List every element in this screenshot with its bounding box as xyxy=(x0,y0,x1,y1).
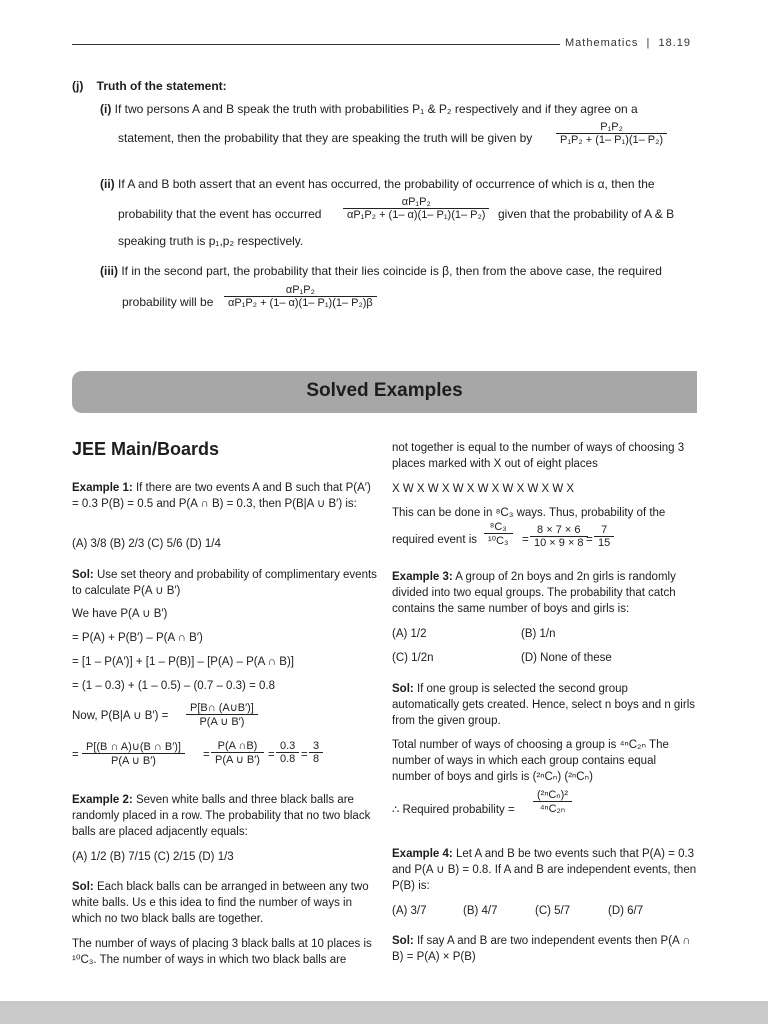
example-text: A group of 2n boys and 2n girls is randomly divided into two equal groups. The probability that catch contains the same number of boys and girls is: xyxy=(392,571,676,615)
fraction-numerator: αP₁P₂ xyxy=(285,284,315,296)
header-subject: Mathematics xyxy=(565,37,639,49)
fraction-numerator: P₁P₂ xyxy=(600,121,623,133)
sol1-fraction-3 xyxy=(211,740,264,766)
sol1-fraction-2 xyxy=(82,740,185,767)
sol1-fraction-4 xyxy=(276,740,299,765)
solution-text: Each black balls can be arranged in between any two white balls. Us e this idea to find the number of ways in which no two black balls are together. xyxy=(72,881,369,925)
example-3-option-d: (D) None of these xyxy=(521,652,612,664)
example-1-options: (A) 3/8 (B) 2/3 (C) 5/6 (D) 1/4 xyxy=(72,538,221,550)
example-label: Example 1: xyxy=(72,482,133,494)
item-label: (i) xyxy=(100,102,112,116)
fraction-denominator: P(A ∪ B′) xyxy=(186,714,258,728)
example-4-option-b: (B) 4/7 xyxy=(463,905,498,917)
truth-ii-fraction xyxy=(343,196,489,221)
ways-text: This can be done in ⁸C₃ ways. Thus, probability of the xyxy=(392,507,666,519)
item-label: (ii) xyxy=(100,177,115,191)
example-4-option-d: (D) 6/7 xyxy=(608,905,644,917)
fraction-denominator: 0.8 xyxy=(276,752,299,765)
example-label: Example 4: xyxy=(392,848,453,860)
example-4 xyxy=(392,846,697,894)
solution-label: Sol: xyxy=(392,683,414,695)
truth-ii-line2b: given that the probability of A & B xyxy=(498,207,675,221)
item-label: (iii) xyxy=(100,264,118,278)
example-label: Example 3: xyxy=(392,571,453,583)
fraction-numerator: 7 xyxy=(601,524,608,536)
item-text: If in the second part, the probability that their lies coincide is β, then from the above case, the required xyxy=(121,264,662,278)
sol1-equals: = xyxy=(72,749,79,761)
item-text: If A and B both assert that an event has occurred, the probability of occurrence of which is α, then the xyxy=(118,177,655,191)
example-3-option-b: (B) 1/n xyxy=(521,628,556,640)
solution-4 xyxy=(392,933,697,965)
sol1-step-1: We have P(A ∪ B′) xyxy=(72,608,168,620)
fraction-denominator: 8 xyxy=(309,752,323,765)
fraction-numerator: ⁸C₃ xyxy=(489,521,507,533)
fraction-denominator: P(A ∪ B′) xyxy=(211,752,264,766)
solution-3-continued: Total number of ways of choosing a group is ⁴ⁿC₂ₙ The number of ways in which each group contains equal number of boys and girls is (²ⁿCₙ) (²ⁿCₙ) xyxy=(392,739,669,783)
sol1-step-3: = [1 – P(A′)] + [1 – P(B)] – [P(A) – P(A ∩ B)] xyxy=(72,656,294,668)
example-3-option-c: (C) 1/2n xyxy=(392,652,434,664)
fraction-denominator: ¹⁰C₃ xyxy=(484,533,513,547)
required-fraction-1 xyxy=(484,521,513,547)
example-text: If there are two events A and B such that P(A′) = 0.3 P(B) = 0.5 and P(A ∩ B) = 0.3, then P(B|A ∪ B′) is: xyxy=(72,482,371,510)
example-4-option-c: (C) 5/7 xyxy=(535,905,571,917)
sol1-now: Now, P(B|A ∪ B′) = xyxy=(72,710,169,722)
heading-label: (j) xyxy=(72,79,84,93)
example-4-option-a: (A) 3/7 xyxy=(392,905,427,917)
truth-i-line1 xyxy=(100,101,700,117)
truth-ii-line3: speaking truth is p₁,p₂ respectively. xyxy=(118,234,304,248)
required-probability-label: ∴ Required probability = xyxy=(392,804,515,816)
fraction-numerator: P(A ∩B) xyxy=(217,740,258,752)
solution-label: Sol: xyxy=(72,569,94,581)
fraction-denominator: P₁P₂ + (1– P₁)(1– P₂) xyxy=(556,133,667,146)
sol1-step-2: = P(A) + P(B′) – P(A ∩ B′) xyxy=(72,632,203,644)
solution-text: Use set theory and probability of complimentary events to calculate P(A ∪ B′) xyxy=(72,569,377,597)
required-event-text: required event is xyxy=(392,534,478,546)
truth-ii-line2a: probability that the event has occurred xyxy=(118,207,322,221)
solution-1 xyxy=(72,567,378,599)
solution-2-continued-right: not together is equal to the number of ways of choosing 3 places marked with X out of eight places xyxy=(392,442,685,470)
solution-3 xyxy=(392,681,697,729)
running-header: Mathematics | 18.19 xyxy=(565,37,691,49)
arrangement-pattern: X W X W X W X W X W X W X W X xyxy=(392,483,575,495)
fraction-numerator: P[B∩ (A∪B′)] xyxy=(190,702,254,714)
fraction-numerator: 8 × 7 × 6 xyxy=(537,524,581,536)
solution-text: If say A and B are two independent events then P(A ∩ B) = P(A) × P(B) xyxy=(392,935,691,963)
solution-label: Sol: xyxy=(72,881,94,893)
fraction-numerator: 3 xyxy=(313,740,320,752)
required-fraction-2 xyxy=(530,524,588,549)
footer-bar xyxy=(0,1001,768,1024)
truth-ii-line1 xyxy=(100,176,700,192)
sol1-fraction-1 xyxy=(186,701,258,728)
fraction-denominator: 15 xyxy=(594,536,614,549)
example-text: Seven white balls and three black balls are randomly placed in a row. The probability that no two black balls are placed adjacently equals: xyxy=(72,794,371,838)
header-rule xyxy=(72,44,560,45)
truth-iii-fraction xyxy=(224,284,377,309)
fraction-denominator: αP₁P₂ + (1– α)(1– P₁)(1– P₂) xyxy=(343,208,489,221)
section-title: JEE Main/Boards xyxy=(72,439,220,459)
banner-title: Solved Examples xyxy=(306,380,463,401)
fraction-numerator: 0.3 xyxy=(280,740,296,752)
fraction-denominator: ⁴ⁿC₂ₙ xyxy=(533,801,572,815)
sol1-step-4: = (1 – 0.3) + (1 – 0.5) – (0.7 – 0.3) = 0.8 xyxy=(72,680,275,692)
example-2-options: (A) 1/2 (B) 7/15 (C) 2/15 (D) 1/3 xyxy=(72,851,234,863)
example-3 xyxy=(392,569,697,617)
required-fraction-3 xyxy=(594,524,614,549)
solution-text: If one group is selected the second group automatically gets created. Hence, select n boys and n girls from the given group. xyxy=(392,683,695,727)
example-1 xyxy=(72,480,378,512)
truth-i-line2: statement, then the probability that they are speaking the truth will be given by xyxy=(118,131,533,145)
heading-text: Truth of the statement: xyxy=(96,79,227,93)
example-text: Let A and B be two events such that P(A) = 0.3 and P(A ∪ B) = 0.8. If A and B are independent events, then P(B) is: xyxy=(392,848,697,892)
truth-iii-line2: probability will be xyxy=(122,295,214,309)
fraction-numerator: αP₁P₂ xyxy=(401,196,431,208)
item-text: If two persons A and B speak the truth with probabilities P₁ & P₂ respectively and if they agree on a xyxy=(114,102,638,116)
sol1-fraction-5 xyxy=(309,740,323,765)
example-label: Example 2: xyxy=(72,794,133,806)
required-probability-fraction xyxy=(533,788,572,815)
fraction-numerator: P[(B ∩ A)∪(B ∩ B′)] xyxy=(86,741,181,753)
truth-iii-line1 xyxy=(100,263,700,279)
fraction-denominator: 10 × 9 × 8 xyxy=(530,536,588,549)
solution-label: Sol: xyxy=(392,935,414,947)
truth-heading xyxy=(72,78,227,94)
truth-i-fraction xyxy=(556,121,667,146)
fraction-denominator: P(A ∪ B′) xyxy=(82,753,185,767)
header-page-number: 18.19 xyxy=(658,37,691,49)
example-3-option-a: (A) 1/2 xyxy=(392,628,427,640)
solution-2-continued: The number of ways of placing 3 black balls at 10 places is ¹⁰C₃. The number of ways in which two black balls are xyxy=(72,938,372,966)
example-2 xyxy=(72,792,378,840)
fraction-numerator: (²ⁿCₙ)² xyxy=(537,789,568,801)
solution-2 xyxy=(72,879,378,927)
fraction-denominator: αP₁P₂ + (1– α)(1– P₁)(1– P₂)β xyxy=(224,296,377,309)
